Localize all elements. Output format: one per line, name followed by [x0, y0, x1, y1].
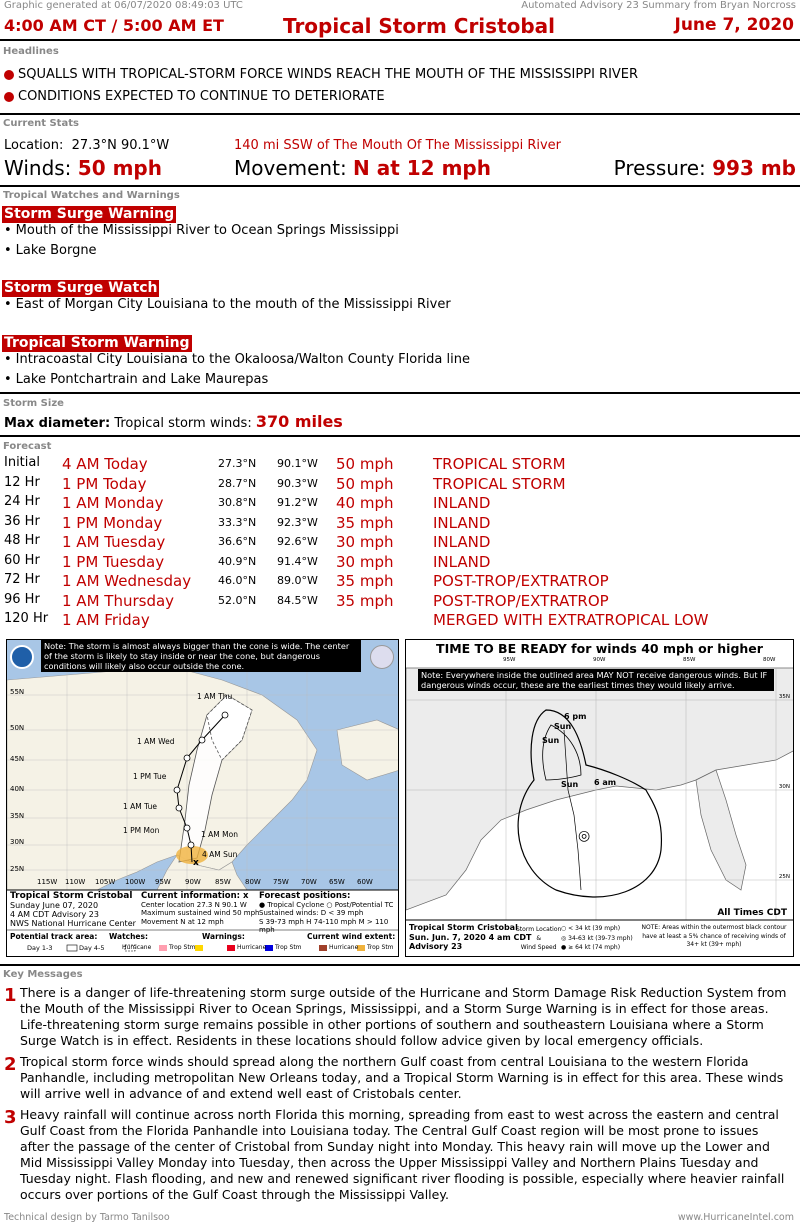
nws-logo-icon: [370, 645, 394, 669]
headline-item: CONDITIONS EXPECTED TO CONTINUE TO DETERIORATE: [4, 89, 385, 104]
lon-label: 80W: [763, 657, 776, 663]
distance-text: 140 mi SSW of The Mouth Of The Mississippi River: [234, 138, 562, 153]
arrival-time-label: 6 am: [594, 778, 617, 787]
forecast-time: 1 AM Thursday: [62, 591, 175, 610]
svg-text:x: x: [193, 858, 199, 868]
forecast-lat: 36.6°N: [218, 535, 257, 548]
track-area-label: Potential track area:: [10, 932, 98, 941]
section-current: Current Stats: [3, 118, 79, 129]
forecast-hour: Initial: [4, 455, 40, 470]
forecast-lat: 33.3°N: [218, 515, 257, 529]
forecast-row: [0, 553, 800, 572]
lon-label: 95W: [155, 878, 171, 886]
lon-label: 85W: [215, 878, 231, 886]
lon-label: 115W: [37, 878, 58, 886]
ready-legend-labels: Storm Location & Wind Speed: [516, 926, 562, 951]
source-credit: Automated Advisory 23 Summary from Bryan Norcross: [521, 0, 796, 11]
all-times-label: All Times CDT: [717, 908, 787, 918]
key-message-number: 1: [4, 985, 17, 1006]
forecast-time: 1 PM Today: [62, 474, 147, 493]
key-message-number: 2: [4, 1054, 17, 1075]
watches-label: Watches:: [109, 932, 148, 941]
bullet-dot-icon: [4, 92, 14, 102]
movement-stat: Movement: N at 12 mph: [234, 156, 491, 180]
lat-label: 50N: [10, 724, 25, 732]
divider: [0, 185, 800, 187]
ready-title: TIME TO BE READY for winds 40 mph or higher: [436, 641, 763, 656]
forecast-lon: 92.6°W: [277, 535, 318, 548]
key-message: There is a danger of life-threatening storm surge outside of the Hurricane and Storm Damage Risk Reduction System from the Mouth of the Mississippi River to Ocean Springs, Mississippi, and a Storm Surge Warning is in effect for those areas. Life-threatening storm surge remains possible in other portions of southern and southeastern Louisiana where a Storm Surge Watch is in effect. Residents in these locations should follow advice given by local emergency officials.: [20, 985, 787, 1048]
cone-legend-storm: Tropical Storm Cristobal Sunday June 07, 2020 4 AM CDT Advisory 23 NWS National Hurricane Center: [10, 891, 136, 928]
forecast-lon: 90.1°W: [277, 457, 318, 470]
forecast-hour: 60 Hr: [4, 552, 40, 568]
advisory-date: June 7, 2020: [674, 15, 794, 35]
forecast-status: TROPICAL STORM: [433, 474, 566, 493]
section-forecast: Forecast: [3, 441, 52, 452]
warning-area: • Lake Pontchartrain and Lake Maurepas: [4, 372, 268, 387]
headline-item: SQUALLS WITH TROPICAL-STORM FORCE WINDS REACH THE MOUTH OF THE MISSISSIPPI RIVER: [4, 67, 638, 82]
cone-map: [6, 639, 399, 957]
lon-label: 60W: [357, 878, 373, 886]
forecast-time: 4 AM Today: [62, 455, 148, 473]
warning-area: • Mouth of the Mississippi River to Ocean Springs Mississippi: [4, 223, 399, 238]
section-size: Storm Size: [3, 398, 64, 409]
forecast-status: INLAND: [433, 513, 491, 532]
divider: [0, 964, 800, 966]
warning-tropstm: Trop Stm: [275, 944, 302, 951]
key-message: Tropical storm force winds should spread along the northern Gulf coast from central Louisiana to the western Florida Panhandle, including metropolitan New Orleans today, and a Tropical Storm Warning is in effect for this area. These winds will arrive well in advance of and extend well east of Cristobals center.: [20, 1054, 784, 1101]
track-point-label: 1 AM Wed: [137, 737, 175, 746]
track-point-label: 1 AM Tue: [123, 802, 157, 811]
divider: [0, 435, 800, 437]
forecast-status: POST-TROP/EXTRATROP: [433, 572, 609, 590]
lat-label: 25N: [10, 865, 25, 873]
forecast-time: 1 PM Monday: [62, 513, 163, 532]
forecast-wind: 35 mph: [336, 591, 394, 610]
warnings-label: Warnings:: [202, 932, 245, 941]
forecast-lon: 90.3°W: [277, 476, 318, 490]
forecast-lon: 84.5°W: [277, 593, 318, 607]
extent-hurricane: Hurricane: [329, 944, 359, 951]
forecast-status: INLAND: [433, 533, 491, 551]
lon-label: 75W: [273, 878, 289, 886]
day13-label: Day 1-3: [27, 944, 53, 952]
warning-area: • Intracoastal City Louisiana to the Okaloosa/Walton County Florida line: [4, 352, 470, 367]
cone-legend-current: Current information: x Center location 27.3 N 90.1 W Maximum sustained wind 50 mph Movement N at 12 mph: [141, 891, 260, 926]
warning-area: • Lake Borgne: [4, 243, 97, 258]
forecast-status: INLAND: [433, 552, 491, 571]
warning-area: • East of Morgan City Louisiana to the mouth of the Mississippi River: [4, 297, 451, 312]
lat-label: 40N: [10, 785, 25, 793]
noaa-logo-icon: [10, 645, 34, 669]
forecast-lat: 52.0°N: [218, 593, 257, 607]
forecast-row: [0, 533, 800, 552]
forecast-row: [0, 475, 800, 494]
tropical-storm-warning-label: Tropical Storm Warning: [4, 335, 190, 351]
forecast-lon: 91.2°W: [277, 496, 318, 509]
lat-label: 55N: [10, 688, 25, 696]
storm-surge-warning-label: Storm Surge Warning: [4, 206, 175, 222]
forecast-status: INLAND: [433, 494, 491, 512]
lat-label: 25N: [778, 874, 790, 880]
arrival-time-label: 6 pm: [564, 712, 587, 721]
section-watches: Tropical Watches and Warnings: [3, 190, 180, 201]
arrival-time-label: Sun: [554, 722, 572, 731]
title-bar: [0, 13, 800, 41]
forecast-lon: 91.4°W: [277, 554, 318, 568]
lon-label: 95W: [503, 657, 516, 663]
forecast-wind: 50 mph: [336, 474, 394, 493]
section-key-messages: Key Messages: [3, 969, 83, 980]
ready-map: [405, 639, 794, 957]
cone-legend-forecast: Forecast positions: ● Tropical Cyclone ○ Post/Potential TC Sustained winds: D < 39 mph S 39-73 mph H 74-110 mph M > 110 mph: [259, 891, 394, 934]
bullet-dot-icon: [4, 70, 14, 80]
forecast-status: POST-TROP/EXTRATROP: [433, 591, 609, 610]
key-message: Heavy rainfall will continue across north Florida this morning, spreading from east to west across the eastern and central Gulf Coast from the Florida Panhandle into Louisiana today. The Central Gulf Coast region will be most prone to issues after the passage of the center of Cristobal from Sunday night into Monday. This heavy rain will move up the Lower and Mid Mississippi Valley Monday into Tuesday, then across the Upper Mississippi Valley and Northern Plains Tuesday and Tuesday night. Flash flooding, and new and renewed significant river flooding is possible, especially where heavier rainfall occurs over portions of the Gulf Coast through the Mississippi Valley.: [20, 1107, 785, 1202]
forecast-row: [0, 592, 800, 611]
watch-tropstm: Trop Stm: [169, 944, 196, 951]
forecast-time: 1 AM Tuesday: [62, 533, 166, 551]
forecast-lat: 28.7°N: [218, 476, 257, 490]
lon-label: 90W: [593, 657, 606, 663]
track-point-label: 1 PM Mon: [123, 826, 160, 835]
pressure-stat: Pressure: 993 mb: [613, 156, 796, 180]
lat-label: 45N: [10, 755, 25, 763]
winds-stat: Winds: 50 mph: [4, 156, 162, 180]
forecast-time: 1 AM Wednesday: [62, 572, 192, 590]
arrival-time-label: Sun: [542, 736, 560, 745]
lat-label: 35N: [778, 694, 790, 700]
location-row: Location: 27.3°N 90.1°W: [4, 138, 170, 153]
forecast-hour: 12 Hr: [4, 474, 40, 490]
forecast-row: [0, 494, 800, 513]
ready-legend-winds: ○ < 34 kt (39 mph) ◎ 34-63 kt (39-73 mph) ● ≥ 64 kt (74 mph): [561, 925, 633, 951]
forecast-time: 1 AM Monday: [62, 494, 164, 512]
track-point-label: 1 PM Tue: [133, 772, 167, 781]
forecast-row: [0, 455, 800, 474]
footer-credit: Technical design by Tarmo Tanilsoo: [4, 1212, 170, 1223]
forecast-row: [0, 572, 800, 591]
track-point-label: 1 AM Thu: [197, 692, 233, 701]
cone-note: Note: The storm is almost always bigger than the cone is wide. The center of the storm is likely to stay inside or near the cone, but dangerous conditions will likely also occur outside the cone.: [41, 640, 361, 672]
ready-footer-note: NOTE: Areas within the outermost black contour have at least a 5% chance of receiving winds of 34+ kt (39+ mph): [641, 924, 787, 948]
max-diameter: Max diameter: Tropical storm winds: 370 miles: [4, 412, 343, 431]
divider: [0, 392, 800, 394]
forecast-hour: 24 Hr: [4, 494, 40, 509]
forecast-lat: 30.8°N: [218, 496, 257, 509]
forecast-lon: 92.3°W: [277, 515, 318, 529]
forecast-status: MERGED WITH EXTRATROPICAL LOW: [433, 611, 709, 629]
forecast-wind: 40 mph: [336, 494, 394, 512]
key-message-number: 3: [4, 1107, 17, 1128]
forecast-hour: 72 Hr: [4, 572, 40, 587]
forecast-wind: 50 mph: [336, 455, 394, 473]
track-point-label: 1 AM Mon: [201, 830, 238, 839]
forecast-time: 1 PM Tuesday: [62, 552, 165, 571]
forecast-time: 1 AM Friday: [62, 611, 150, 629]
day45-label: Day 4-5: [79, 944, 105, 952]
lon-label: 65W: [329, 878, 345, 886]
track-point-label: 4 AM Sun: [202, 850, 238, 859]
watch-hurricane: Hurricane: [122, 944, 152, 951]
ready-footer-storm: Tropical Storm Cristobal Sun. Jun. 7, 2020 4 am CDT Advisory 23: [409, 923, 532, 951]
lon-label: 85W: [683, 657, 696, 663]
forecast-lon: 89.0°W: [277, 574, 318, 587]
storm-surge-watch-label: Storm Surge Watch: [4, 280, 158, 296]
arrival-time-label: Sun: [561, 780, 579, 789]
lon-label: 90W: [185, 878, 201, 886]
forecast-status: TROPICAL STORM: [433, 455, 566, 473]
forecast-lat: 40.9°N: [218, 554, 257, 568]
lon-label: 80W: [245, 878, 261, 886]
storm-title: Tropical Storm Cristobal: [283, 14, 556, 38]
divider: [0, 113, 800, 115]
forecast-hour: 48 Hr: [4, 533, 40, 548]
forecast-hour: 120 Hr: [4, 611, 49, 626]
forecast-hour: 96 Hr: [4, 591, 40, 607]
forecast-row: [0, 514, 800, 533]
forecast-wind: 30 mph: [336, 552, 394, 571]
lat-label: 35N: [10, 812, 25, 820]
extent-tropstm: Trop Stm: [367, 944, 394, 951]
lon-label: 105W: [95, 878, 116, 886]
forecast-lat: 27.3°N: [218, 457, 257, 470]
advisory-time: 4:00 AM CT / 5:00 AM ET: [4, 16, 224, 35]
forecast-row: [0, 611, 800, 630]
warning-hurricane: Hurricane: [237, 944, 267, 951]
generated-time: Graphic generated at 06/07/2020 08:49:03 UTC: [4, 0, 243, 11]
wind-extent-label: Current wind extent:: [307, 932, 396, 941]
footer-website: www.HurricaneIntel.com: [677, 1212, 794, 1223]
forecast-wind: 35 mph: [336, 513, 394, 532]
svg-text:◎: ◎: [578, 828, 591, 844]
forecast-hour: 36 Hr: [4, 513, 40, 529]
lat-label: 30N: [10, 838, 25, 846]
lon-label: 70W: [301, 878, 317, 886]
forecast-lat: 46.0°N: [218, 574, 257, 587]
lon-label: 110W: [65, 878, 86, 886]
lon-label: 100W: [125, 878, 146, 886]
lat-label: 30N: [778, 784, 790, 790]
section-headlines: Headlines: [3, 46, 59, 57]
forecast-wind: 35 mph: [336, 572, 394, 590]
ready-note: Note: Everywhere inside the outlined area MAY NOT receive dangerous winds. But IF dangerous winds occur, these are the earliest times they would likely arrive.: [418, 669, 774, 691]
forecast-wind: 30 mph: [336, 533, 394, 551]
top-line: [4, 0, 796, 12]
